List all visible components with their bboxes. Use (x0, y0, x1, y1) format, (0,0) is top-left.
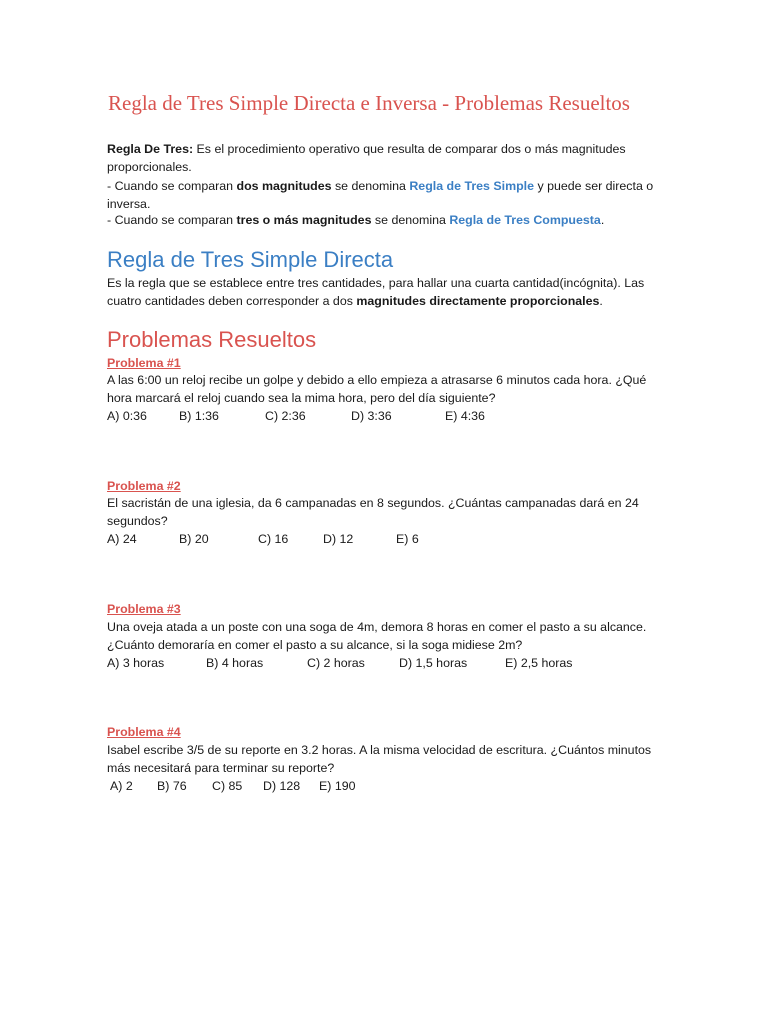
option: D) 128 (263, 779, 301, 793)
option: E) 4:36 (445, 409, 485, 423)
problem-3-label[interactable]: Problema #3 (107, 602, 181, 616)
option: A) 0:36 (107, 409, 147, 423)
directa-description (107, 275, 667, 310)
problem-4-label[interactable]: Problema #4 (107, 725, 181, 739)
intro-line-text: se denomina (371, 213, 450, 227)
option: B) 20 (179, 532, 209, 546)
intro-line-text: y puede ser directa o inversa. (107, 179, 654, 211)
option: C) 2:36 (265, 409, 306, 423)
option: D) 1,5 horas (399, 656, 468, 670)
option: B) 76 (157, 779, 187, 793)
option: D) 12 (323, 532, 354, 546)
option: E) 6 (396, 532, 419, 546)
intro-line-compuesta (107, 212, 667, 230)
document-title: Regla de Tres Simple Directa e Inversa - Problemas Resueltos (108, 91, 630, 115)
option: E) 2,5 horas (505, 656, 573, 670)
intro-definition (107, 141, 667, 176)
option: C) 2 horas (307, 656, 365, 670)
intro-line-text: se denomina (331, 179, 410, 193)
directa-text: Es la regla que se establece entre tres cantidades, para hallar una cuarta cantidad(incógnita). Las cuatro cantidades deben corresponder a dos (107, 276, 645, 308)
problem-1-label[interactable]: Problema #1 (107, 356, 181, 370)
intro-line-text: . (600, 213, 605, 227)
problem-2-text: El sacristán de una iglesia, da 6 campanadas en 8 segundos. ¿Cuántas campanadas dará en 24 segundos? (107, 496, 639, 528)
intro-bold-term: dos magnitudes (236, 179, 332, 193)
option: B) 1:36 (179, 409, 219, 423)
problem-4-text: Isabel escribe 3/5 de su reporte en 3.2 horas. A la misma velocidad de escritura. ¿Cuántos minutos más necesitará para terminar su reporte? (107, 743, 652, 775)
intro-line-text: - Cuando se comparan (107, 179, 237, 193)
option: C) 16 (258, 532, 289, 546)
intro-line-simple (107, 178, 667, 213)
intro-bold-term: tres o más magnitudes (236, 213, 372, 227)
intro-line-text: - Cuando se comparan (107, 213, 237, 227)
option: A) 24 (107, 532, 137, 546)
directa-bold-term: magnitudes directamente proporcionales (356, 293, 600, 308)
option: D) 3:36 (351, 409, 392, 423)
option: A) 3 horas (107, 656, 165, 670)
problem-1-text: A las 6:00 un reloj recibe un golpe y debido a ello empieza a atrasarse 6 minutos cada hora. ¿Qué hora marcará el reloj cuando sea la mima hora, pero del día siguiente? (107, 373, 647, 405)
definition-text: Es el procedimiento operativo que resulta de comparar dos o más magnitudes proporcionales. (107, 142, 626, 174)
option: B) 4 horas (206, 656, 264, 670)
definition-term: Regla De Tres: (107, 142, 194, 156)
regla-compuesta-link[interactable]: Regla de Tres Compuesta (449, 213, 601, 227)
option: A) 2 (110, 779, 133, 793)
option: C) 85 (212, 779, 243, 793)
option: E) 190 (319, 779, 356, 793)
regla-simple-link[interactable]: Regla de Tres Simple (409, 179, 535, 193)
section-heading-problemas: Problemas Resueltos (107, 327, 317, 352)
problem-2-label[interactable]: Problema #2 (107, 479, 181, 493)
problem-3-text: Una oveja atada a un poste con una soga de 4m, demora 8 horas en comer el pasto a su alcance. ¿Cuánto demoraría en comer el pasto a su alcance, si la soga midiese 2m? (107, 620, 647, 652)
section-heading-directa: Regla de Tres Simple Directa (107, 247, 394, 272)
directa-text: . (599, 293, 603, 308)
